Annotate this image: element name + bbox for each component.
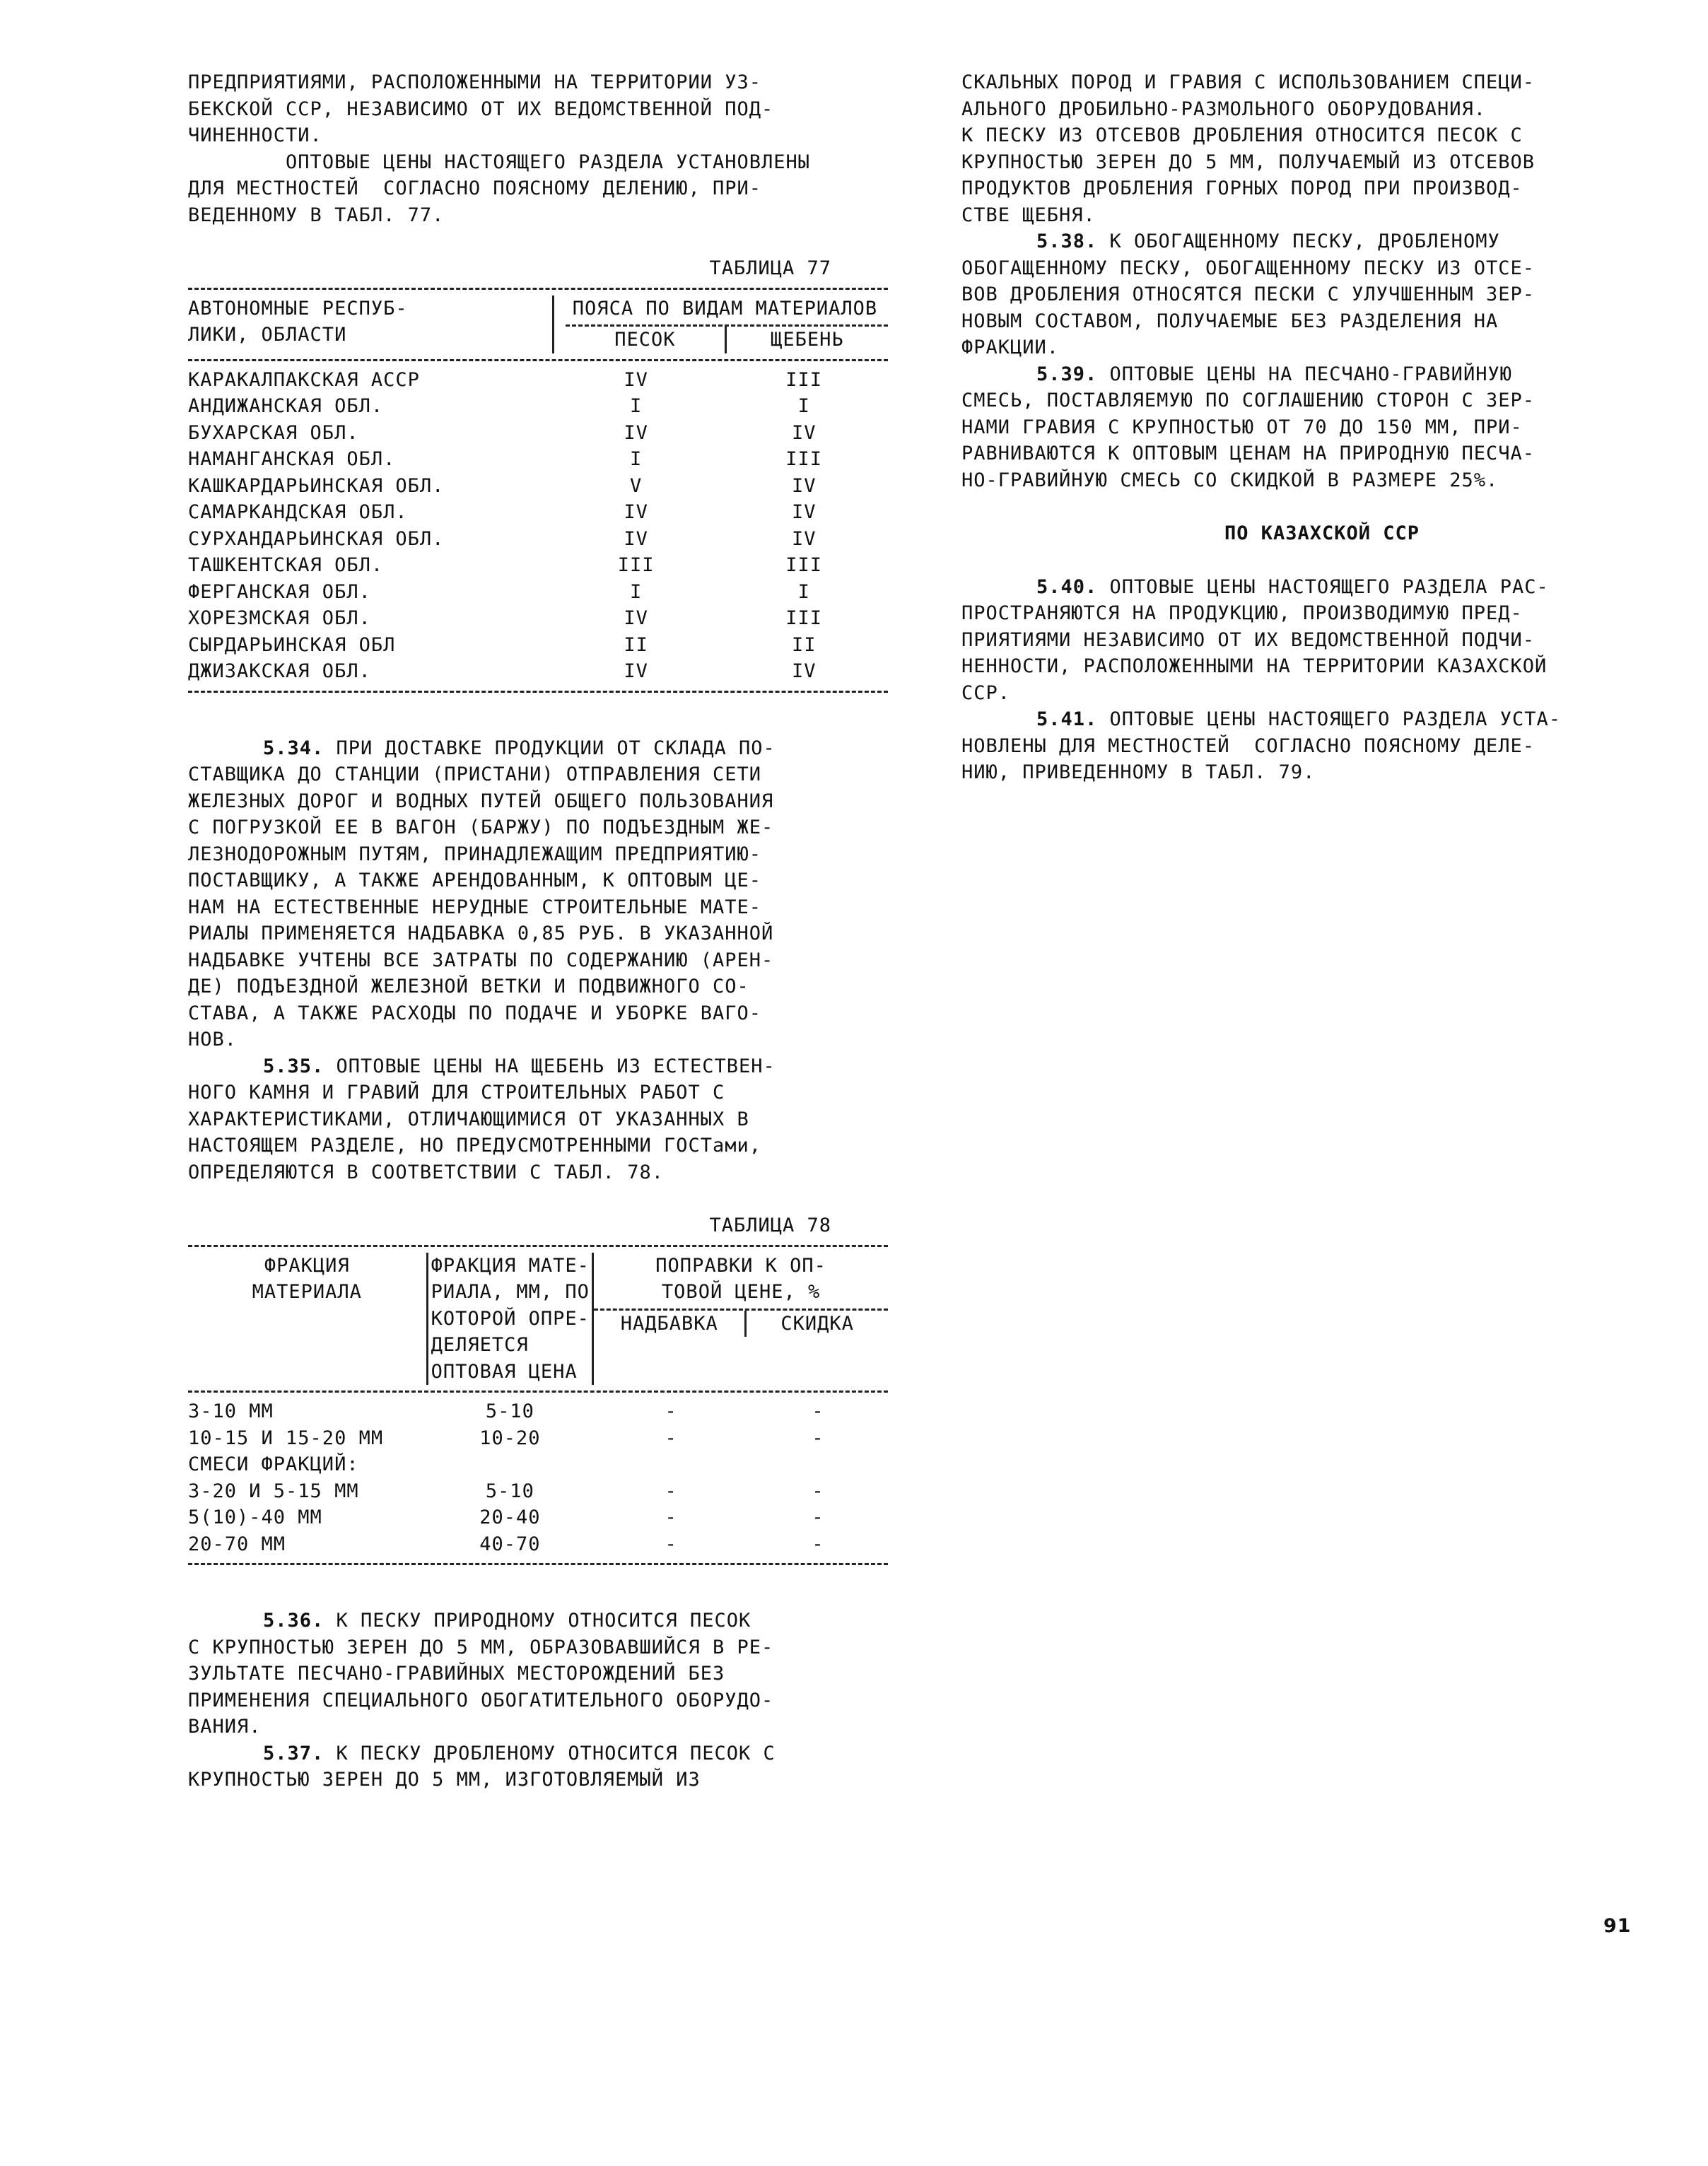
left-column — [188, 69, 888, 1793]
table-78-body — [188, 1398, 888, 1557]
table-cell: IV — [791, 660, 817, 682]
table-rule — [188, 1391, 888, 1393]
table-cell: ФЕРГАНСКАЯ ОБЛ. — [188, 580, 371, 603]
paragraph-5-34: 5.34. ПРИ ДОСТАВКЕ ПРОДУКЦИИ ОТ СКЛАДА ПО- СТАВЩИКА ДО СТАНЦИИ (ПРИСТАНИ) ОТПРАВЛЕНИЯ СЕТИ ЖЕЛЕЗНЫХ ДОРОГ И ВОДНЫХ ПУТЕЙ ОБЩЕГО ПОЛЬЗОВАНИЯ С ПОГРУЗКОЙ ЕЕ В ВАГОН (БАРЖУ) ПО ПОДЪЕЗДНЫМ ЖЕ- ЛЕЗНОДОРОЖНЫМ ПУТЯМ, ПРИНАДЛЕЖАЩИМ ПРЕДПРИЯТИЮ- ПОСТАВЩИКУ, А ТАКЖЕ АРЕНДОВАННЫМ, К ОПТОВЫМ ЦЕ- НАМ НА ЕСТЕСТВЕННЫЕ НЕРУДНЫЕ СТРОИТЕЛЬНЫЕ МАТЕ- РИАЛЫ ПРИМЕНЯЕТСЯ НАДБАВКА 0,85 РУБ. В УКАЗАННОЙ НАДБАВКЕ УЧТЕНЫ ВСЕ ЗАТРАТЫ ПО СОДЕРЖАНИЮ (АРЕН- ДЕ) ПОДЪЕЗДНОЙ ЖЕЛЕЗНОЙ ВЕТКИ И ПОДВИЖНОГО СО- СТАВА, А ТАКЖЕ РАСХОДЫ ПО ПОДАЧЕ И УБОРКЕ ВАГО- НОВ. — [188, 737, 776, 1050]
right-column — [961, 69, 1683, 786]
table-cell: IV — [624, 660, 648, 682]
table-row — [188, 367, 888, 394]
table-rule — [188, 288, 888, 290]
table-cell: НАМАНГАНСКАЯ ОБЛ. — [188, 448, 396, 470]
header-corrections: ПОПРАВКИ К ОП- ТОВОЙ ЦЕНЕ, % НАДБАВКА СКИДКА — [594, 1253, 888, 1386]
header-subcolumns — [566, 324, 888, 353]
paragraph-5-40: 5.40. ОПТОВЫЕ ЦЕНЫ НАСТОЯЩЕГО РАЗДЕЛА РАС- ПРОСТРАНЯЮТСЯ НА ПРОДУКЦИЮ, ПРОИЗВОДИМУЮ ПРЕД- ПРИЯТИЯМИ НЕЗАВИСИМО ОТ ИХ ВЕДОМСТВЕННОЙ ПОДЧИ- НЕННОСТИ, РАСПОЛОЖЕННЫМИ НА ТЕРРИТОРИИ КАЗАХСКОЙ ССР. — [961, 575, 1549, 704]
header-discount: СКИДКА — [780, 1312, 854, 1335]
table-78 — [188, 1245, 888, 1566]
table-cell: III — [785, 368, 823, 391]
paragraph-5-35: 5.35. ОПТОВЫЕ ЦЕНЫ НА ЩЕБЕНЬ ИЗ ЕСТЕСТВЕН- НОГО КАМНЯ И ГРАВИЙ ДЛЯ СТРОИТЕЛЬНЫХ РАБОТ С ХАРАКТЕРИСТИКАМИ, ОТЛИЧАЮЩИМИСЯ ОТ УКАЗАННЫХ В НАСТОЯЩЕМ РАЗДЕЛЕ, НО ПРЕДУСМОТРЕННЫМИ ГОСТами, ОПРЕДЕЛЯЮТСЯ В СООТВЕТСТВИИ С ТАБЛ. 78. — [188, 1055, 776, 1183]
paragraph-zones: ОПТОВЫЕ ЦЕНЫ НАСТОЯЩЕГО РАЗДЕЛА УСТАНОВЛЕНЫ ДЛЯ МЕСТНОСТЕЙ СОГЛАСНО ПОЯСНОМУ ДЕЛЕНИЮ, ПРИ- ВЕДЕННОМУ В ТАБЛ. 77. — [188, 151, 811, 226]
table-cell: - — [812, 1427, 824, 1449]
table-cell: СУРХАНДАРЬИНСКАЯ ОБЛ. — [188, 527, 445, 550]
table-cell: 5-10 — [485, 1400, 534, 1422]
table-cell: I — [629, 395, 643, 417]
table-77-body — [188, 367, 888, 685]
header-sand: ПЕСОК — [566, 327, 727, 353]
page-number: 91 — [1603, 1915, 1632, 1937]
table-row — [188, 393, 888, 420]
table-row — [188, 1425, 888, 1452]
table-cell: - — [665, 1506, 677, 1528]
table-rule — [188, 1563, 888, 1565]
table-row — [188, 579, 888, 606]
header-correction-subcolumns — [594, 1309, 888, 1337]
intro-paragraph: ПРЕДПРИЯТИЯМИ, РАСПОЛОЖЕННЫМИ НА ТЕРРИТОРИИ УЗ- БЕКСКОЙ ССР, НЕЗАВИСИМО ОТ ИХ ВЕДОМСТВЕННОЙ ПОД- ЧИНЕННОСТИ. — [188, 71, 774, 146]
table-row — [188, 552, 888, 579]
table-cell: III — [785, 554, 823, 576]
table-cell: 10-20 — [479, 1427, 541, 1449]
table-cell: I — [629, 580, 643, 603]
table-rule — [188, 691, 888, 693]
table-cell — [426, 1451, 595, 1478]
table-cell: 5(10)-40 ММ — [188, 1506, 322, 1528]
table-cell: - — [665, 1400, 677, 1422]
table-row — [188, 605, 888, 632]
header-fraction-price: ФРАКЦИЯ МАТЕ- РИАЛА, ММ, ПО КОТОРОЙ ОПРЕ- ДЕЛЯЕТСЯ ОПТОВАЯ ЦЕНА — [426, 1253, 595, 1386]
paragraph-5-37: 5.37. К ПЕСКУ ДРОБЛЕНОМУ ОТНОСИТСЯ ПЕСОК С КРУПНОСТЬЮ ЗЕРЕН ДО 5 ММ, ИЗГОТОВЛЯЕМЫЙ ИЗ — [188, 1742, 776, 1791]
paragraph-5-39: 5.39. ОПТОВЫЕ ЦЕНЫ НА ПЕСЧАНО-ГРАВИЙНУЮ СМЕСЬ, ПОСТАВЛЯЕМУЮ ПО СОГЛАШЕНИЮ СТОРОН С ЗЕР- НАМИ ГРАВИЯ С КРУПНОСТЬЮ ОТ 70 ДО 150 ММ, ПРИ- РАВНИВАЮТСЯ К ОПТОВЫМ ЦЕНАМ НА ПРИРОДНУЮ ПЕСЧА- НО-ГРАВИЙНУЮ СМЕСЬ СО СКИДКОЙ В РАЗМЕРЕ 25%. — [961, 363, 1536, 491]
table-78-caption: ТАБЛИЦА 78 — [709, 1214, 831, 1236]
table-cell: IV — [791, 474, 817, 497]
table-cell: IV — [624, 527, 648, 550]
table-cell: БУХАРСКАЯ ОБЛ. — [188, 421, 359, 444]
table-row — [188, 1398, 888, 1425]
table-rule — [188, 359, 888, 361]
table-cell: СЫРДАРЬИНСКАЯ ОБЛ — [188, 633, 396, 656]
table-cell: II — [624, 633, 648, 656]
table-cell: IV — [624, 368, 648, 391]
table-row — [188, 420, 888, 447]
header-surcharge: НАДБАВКА — [594, 1311, 747, 1337]
table-row — [188, 473, 888, 500]
table-cell: IV — [791, 501, 817, 523]
header-gravel: ЩЕБЕНЬ — [771, 329, 844, 351]
table-rule — [188, 1245, 888, 1247]
table-cell: - — [812, 1480, 824, 1502]
table-cell: 10-15 И 15-20 ММ — [188, 1427, 384, 1449]
table-cell: III — [785, 448, 823, 470]
table-cell: III — [785, 607, 823, 629]
table-row — [188, 658, 888, 685]
header-fraction: ФРАКЦИЯ МАТЕРИАЛА — [252, 1254, 362, 1303]
table-row — [188, 526, 888, 553]
section-heading: ПО КАЗАХСКОЙ ССР — [1224, 522, 1420, 544]
table-cell: САМАРКАНДСКАЯ ОБЛ. — [188, 501, 408, 523]
table-77 — [188, 288, 888, 693]
table-cell: - — [665, 1480, 677, 1502]
table-cell: - — [665, 1427, 677, 1449]
table-cell: ТАШКЕНТСКАЯ ОБЛ. — [188, 554, 384, 576]
table-cell: IV — [791, 527, 817, 550]
table-cell — [594, 1451, 748, 1478]
table-cell: IV — [624, 501, 648, 523]
paragraph-5-36: 5.36. К ПЕСКУ ПРИРОДНОМУ ОТНОСИТСЯ ПЕСОК С КРУПНОСТЬЮ ЗЕРЕН ДО 5 ММ, ОБРАЗОВАВШИЙСЯ В РЕ- ЗУЛЬТАТЕ ПЕСЧАНО-ГРАВИЙНЫХ МЕСТОРОЖДЕНИЙ БЕЗ ПРИМЕНЕНИЯ СПЕЦИАЛЬНОГО ОБОГАТИТЕЛЬНОГО ОБОРУДО- ВАНИЯ. — [188, 1610, 774, 1738]
table-cell: 20-40 — [479, 1506, 541, 1528]
table-cell: IV — [624, 421, 648, 444]
table-cell: I — [797, 395, 810, 417]
table-cell: IV — [791, 421, 817, 444]
table-77-header — [188, 295, 888, 353]
table-row — [188, 1478, 888, 1505]
paragraph-5-41: 5.41. ОПТОВЫЕ ЦЕНЫ НАСТОЯЩЕГО РАЗДЕЛА УСТА- НОВЛЕНЫ ДЛЯ МЕСТНОСТЕЙ СОГЛАСНО ПОЯСНОМУ ДЕЛЕ- НИЮ, ПРИВЕДЕННОМУ В ТАБЛ. 79. — [961, 708, 1561, 783]
table-row — [188, 632, 888, 659]
table-cell: II — [791, 633, 817, 656]
table-cell: 3-20 И 5-15 ММ — [188, 1480, 359, 1502]
table-cell: - — [665, 1533, 677, 1555]
table-cell — [748, 1451, 888, 1478]
table-cell: 5-10 — [485, 1480, 534, 1502]
table-row — [188, 1531, 888, 1558]
table-cell: - — [812, 1400, 824, 1422]
table-row — [188, 1451, 888, 1478]
table-cell: КАРАКАЛПАКСКАЯ АССР — [188, 368, 420, 391]
paragraph-continued: СКАЛЬНЫХ ПОРОД И ГРАВИЯ С ИСПОЛЬЗОВАНИЕМ СПЕЦИ- АЛЬНОГО ДРОБИЛЬНО-РАЗМОЛЬНОГО ОБОРУДОВАНИЯ. К ПЕСКУ ИЗ ОТСЕВОВ ДРОБЛЕНИЯ ОТНОСИТСЯ ПЕСОК С КРУПНОСТЬЮ ЗЕРЕН ДО 5 ММ, ПОЛУЧАЕМЫЙ ИЗ ОТСЕВОВ ПРОДУКТОВ ДРОБЛЕНИЯ ГОРНЫХ ПОРОД ПРИ ПРОИЗВОД- СТВЕ ЩЕБНЯ. — [961, 71, 1536, 226]
header-zones: ПОЯСА ПО ВИДАМ МАТЕРИАЛОВ ПЕСОК ЩЕБЕНЬ — [552, 295, 888, 353]
table-cell: 3-10 ММ — [188, 1400, 274, 1422]
table-cell: I — [629, 448, 643, 470]
table-cell: - — [812, 1533, 824, 1555]
table-cell: V — [629, 474, 643, 497]
table-cell: - — [812, 1506, 824, 1528]
header-regions: АВТОНОМНЫЕ РЕСПУБ- ЛИКИ, ОБЛАСТИ — [188, 297, 408, 346]
table-cell: СМЕСИ ФРАКЦИЙ: — [188, 1453, 359, 1475]
table-77-caption: ТАБЛИЦА 77 — [709, 257, 831, 279]
table-row — [188, 446, 888, 473]
table-cell: 20-70 ММ — [188, 1533, 286, 1555]
table-cell: I — [797, 580, 810, 603]
table-row — [188, 499, 888, 526]
table-cell: КАШКАРДАРЬИНСКАЯ ОБЛ. — [188, 474, 445, 497]
table-cell: ДЖИЗАКСКАЯ ОБЛ. — [188, 660, 371, 682]
paragraph-5-38: 5.38. К ОБОГАЩЕННОМУ ПЕСКУ, ДРОБЛЕНОМУ ОБОГАЩЕННОМУ ПЕСКУ, ОБОГАЩЕННОМУ ПЕСКУ ИЗ ОТСЕ- ВОВ ДРОБЛЕНИЯ ОТНОСЯТСЯ ПЕСКИ С УЛУЧШЕННЫМ ЗЕР- НОВЫМ СОСТАВОМ, ПОЛУЧАЕМЫЕ БЕЗ РАЗДЕЛЕНИЯ НА ФРАКЦИИ. — [961, 230, 1536, 358]
table-cell: III — [617, 554, 655, 576]
table-78-header — [188, 1253, 888, 1386]
table-cell: IV — [624, 607, 648, 629]
table-cell: АНДИЖАНСКАЯ ОБЛ. — [188, 395, 384, 417]
table-row — [188, 1504, 888, 1531]
table-cell: ХОРЕЗМСКАЯ ОБЛ. — [188, 607, 371, 629]
table-cell: 40-70 — [479, 1533, 541, 1555]
